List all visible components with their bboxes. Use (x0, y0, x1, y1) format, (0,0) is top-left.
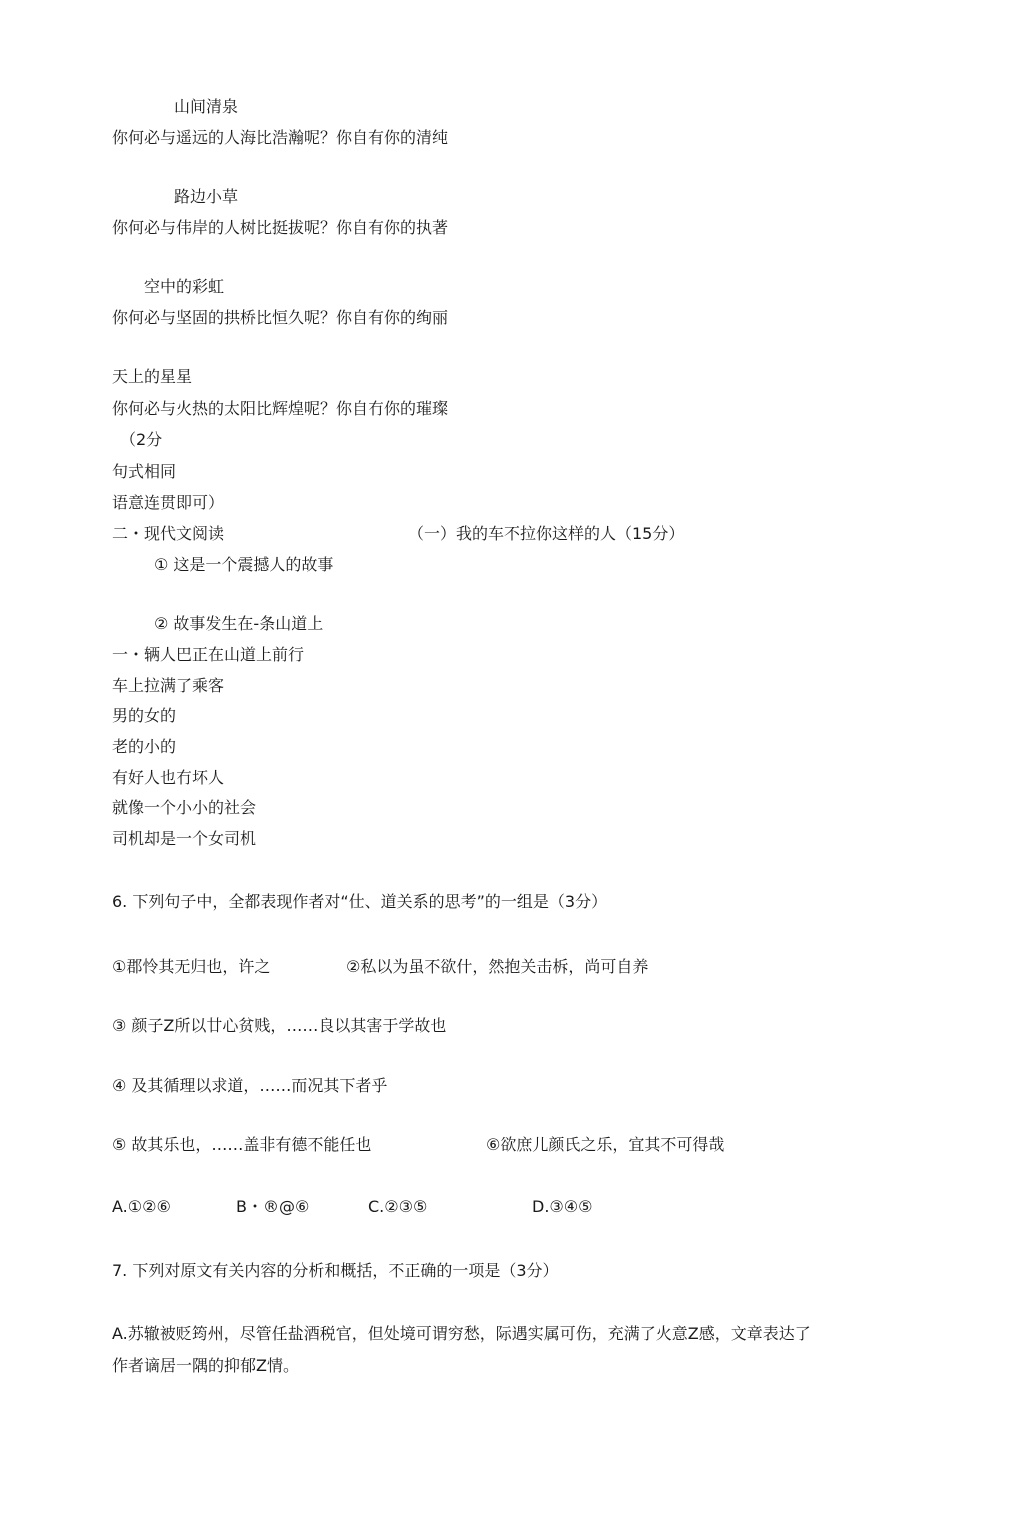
poem-line: 天上的星星 (112, 367, 193, 386)
story-line: 一・辆人巴正在山道上前行 (112, 645, 305, 664)
poem-line: 你何必与伟岸的人树比挺拔呢？你自有你的执著 (112, 218, 449, 237)
answer-note: 句式相同 (112, 462, 177, 481)
story-item: ② 故事发生在-条山道上 (154, 614, 324, 633)
story-line: 司机却是一个女司机 (112, 829, 257, 848)
question-stem: 6. 下列句子中，全都表现作者对“仕、道关系的思考”的一组是（3分） (112, 892, 608, 911)
section-heading: 二・现代文阅读 (112, 524, 225, 543)
story-line: 有好人也冇坏人 (112, 768, 225, 787)
question-sentence: ②私以为虽不欲什，然抱关击柝，尚可自养 (346, 957, 649, 976)
poem-line: 你何必与火热的太阳比辉煌呢？你自冇你的璀璨 (112, 399, 449, 418)
story-line: 老的小的 (112, 737, 177, 756)
poem-line: 山间清泉 (174, 97, 239, 116)
question-sentence: ⑥欲庶儿颜氏之乐，宜其不可得哉 (486, 1135, 725, 1154)
poem-line: 你何必与坚固的拱桥比恒久呢？你自有你的绚丽 (112, 308, 449, 327)
question-sentence: ④ 及其循理以求道，……而况其下者乎 (112, 1076, 388, 1095)
story-line: 男的女的 (112, 706, 177, 725)
poem-line: 路边小草 (174, 187, 239, 206)
story-item: ① 这是一个震撼人的故事 (154, 555, 334, 574)
answer-option-d: D.③④⑤ (532, 1197, 593, 1216)
answer-option-a: A.苏辙被贬筠州，尽管任盐酒税官，但处境可谓穷愁，际遇实属可伤，充满了火意Z感，文章表达了 (112, 1324, 811, 1343)
answer-note: 语意连贯即可） (112, 493, 225, 512)
answer-option-a: A.①②⑥ (112, 1197, 171, 1216)
story-line: 就像一个小小的社会 (112, 798, 257, 817)
question-sentence: ③ 颜子Z所以廿心贫贱，……良以其害于学故也 (112, 1016, 447, 1035)
question-sentence: ⑤ 故其乐也，……盖非有德不能任也 (112, 1135, 372, 1154)
answer-option-b: B・®@⑥ (236, 1197, 310, 1216)
poem-line: 空中的彩虹 (144, 277, 225, 296)
question-stem: 7. 下列对原文有关内容的分析和概括，不正确的一项是（3分） (112, 1261, 559, 1280)
section-title: （一）我的车不拉你这样的人（15分） (408, 524, 685, 543)
answer-option-a-continued: 作者谪居一隅的抑郁Z情。 (112, 1356, 299, 1375)
answer-option-c: C.②③⑤ (368, 1197, 428, 1216)
poem-line: 你何必与遥远的人海比浩瀚呢？你自有你的清纯 (112, 128, 449, 147)
story-line: 车上拉满了乘客 (112, 676, 225, 695)
answer-note: （2分 (120, 430, 163, 449)
question-sentence: ①郡怜其无归也，许之 (112, 957, 271, 976)
